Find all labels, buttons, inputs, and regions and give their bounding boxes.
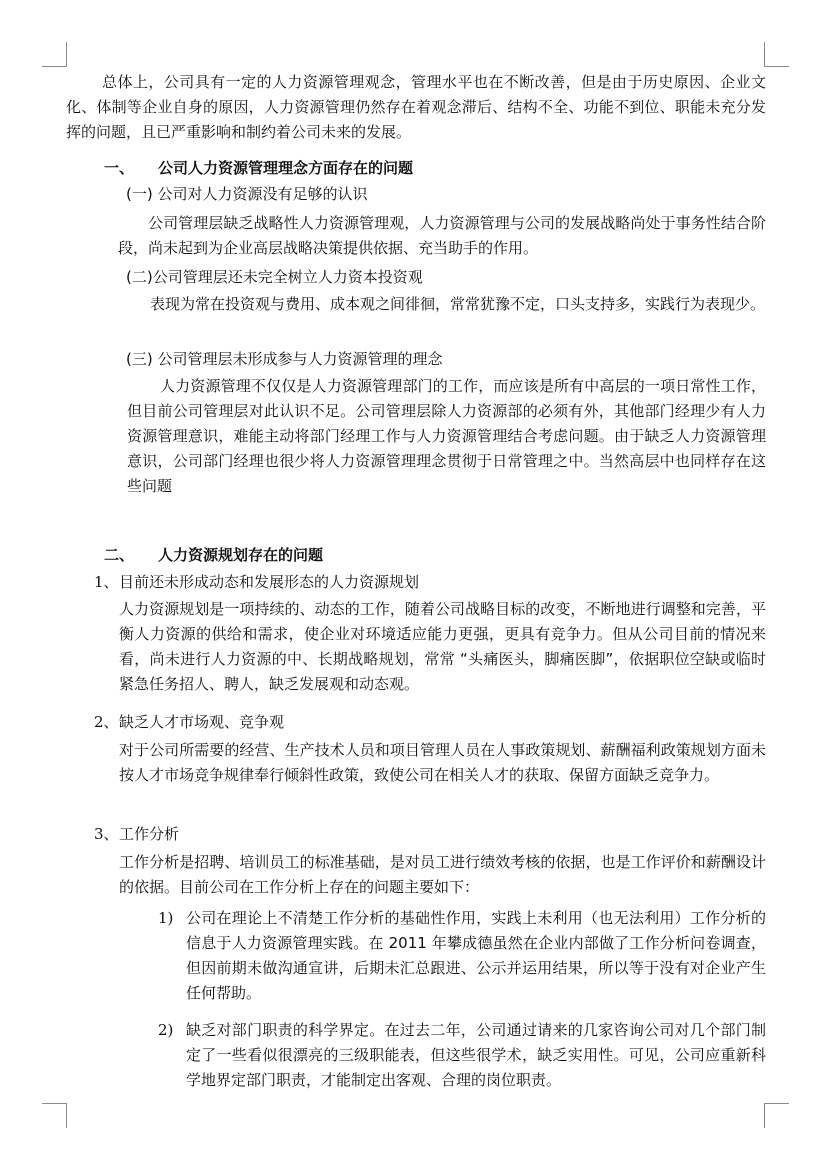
section2-number: 二、: [104, 546, 135, 564]
item3-title: 工作分析: [119, 825, 180, 843]
item2-body: 对于公司所需要的经营、生产技术人员和项目管理人员在人事政策规划、薪酬福利政策规划方面未按人才市场竞争规律奉行倾斜性政策，致使公司在相关人才的获取、保留方面缺乏竞争力。: [119, 741, 766, 784]
item3-point2-text: 缺乏对部门职责的科学界定。在过去二年，公司通过请来的几家咨询公司对几个部门制定了一些看似很漂亮的三级职能表，但这些很学术，缺乏实用性。可见，公司应重新科学地界定部门职责，才能制定出客观、合理的岗位职责。: [186, 1021, 766, 1089]
section2-title: 人力资源规划存在的问题: [158, 546, 324, 564]
section1-sub2-body: 表现为常在投资观与费用、成本观之间徘徊，常常犹豫不定，口头支持多，实践行为表现少。: [150, 295, 766, 313]
item2-title: 缺乏人才市场观、竞争观: [119, 713, 285, 731]
section1-number: 一、: [104, 159, 135, 177]
item1-body: 人力资源规划是一项持续的、动态的工作，随着公司战略目标的改变，不断地进行调整和完善，平衡人力资源的供给和需求，使企业对环境适应能力更强，更具有竞争力。但从公司目前的情况来看，尚未进行人力资源的中、长期战略规划，常常 “头痛医头，脚痛医脚”，依据职位空缺或临时紧急任务招人、聘人，缺乏发展观和动态观。: [119, 600, 766, 693]
item1-number: 1、: [94, 573, 119, 591]
section1-heading: [104, 156, 413, 181]
item3-point2-number: 2): [158, 1021, 174, 1039]
item2-number: 2、: [94, 713, 119, 731]
item1-title: 目前还未形成动态和发展形态的人力资源规划: [119, 573, 420, 591]
section1-sub2-title: (二)公司管理层还未完全树立人力资本投资观: [126, 268, 423, 286]
section1-sub1-body: 公司管理层缺乏战略性人力资源管理观，人力资源管理与公司的发展战略尚处于事务性结合阶段，尚未起到为企业高层战略决策提供依据、充当助手的作用。: [118, 214, 766, 257]
item3-point1-number: 1): [158, 909, 174, 927]
section2-heading: [104, 543, 323, 568]
section1-title: 公司人力资源管理理念方面存在的问题: [158, 159, 414, 177]
item3-point1-text: 公司在理论上不清楚工作分析的基础性作用，实践上未利用（也无法利用）工作分析的信息于人力资源管理实践。在 2011 年攀成德虽然在企业内部做了工作分析问卷调查，但因前期未做沟通宣讲，后期未汇总跟进、公示并运用结果，所以等于没有对企业产生任何帮助。: [186, 909, 766, 1002]
section1-sub3-body: 人力资源管理不仅仅是人力资源管理部门的工作，而应该是所有中高层的一项日常性工作，但目前公司管理层对此认识不足。公司管理层除人力资源部的必须有外，其他部门经理少有人力资源管理意识，难能主动将部门经理工作与人力资源管理结合考虑问题。由于缺乏人力资源管理意识，公司部门经理也很少将人力资源管理理念贯彻于日常管理之中。当然高层中也同样存在这些问题: [127, 377, 766, 495]
section1-sub1-title: (一) 公司对人力资源没有足够的认识: [126, 185, 368, 203]
item3-body: 工作分析是招聘、培训员工的标准基础，是对员工进行绩效考核的依据，也是工作评价和薪酬设计的依据。目前公司在工作分析上存在的问题主要如下：: [119, 853, 766, 896]
section1-sub3-title: (三) 公司管理层未形成参与人力资源管理的理念: [126, 350, 443, 368]
item3-number: 3、: [94, 825, 119, 843]
intro-paragraph: 总体上，公司具有一定的人力资源管理观念，管理水平也在不断改善，但是由于历史原因、企业文化、体制等企业自身的原因，人力资源管理仍然存在着观念滞后、结构不全、功能不到位、职能未充分发挥的问题，且已严重影响和制约着公司未来的发展。: [66, 73, 766, 141]
